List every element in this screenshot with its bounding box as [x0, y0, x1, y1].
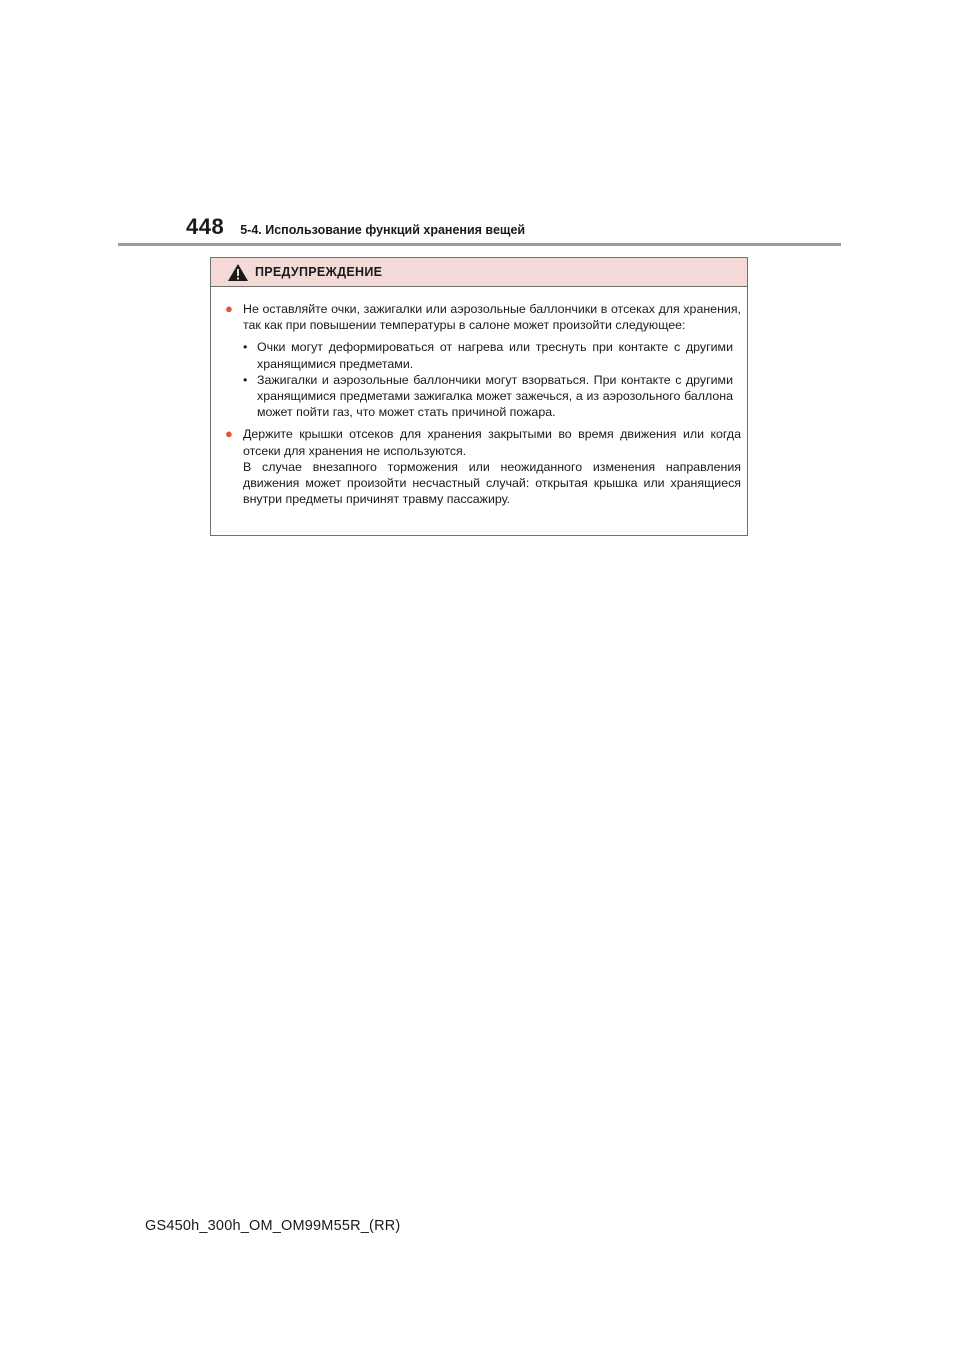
bullet-dot-icon: • [243, 340, 248, 355]
warning-item-text: Держите крышки отсеков для хранения закрытыми во время движения или когда отсеки для хранения не используются. [243, 427, 741, 458]
manual-code: GS450h_300h_OM_OM99M55R_(RR) [145, 1218, 401, 1234]
warning-body [211, 287, 747, 507]
warning-item-text: Не оставляйте очки, зажигалки или аэрозольные баллончики в отсеках для хранения, так как при повышении температуры в салоне может произойти следующее: [243, 302, 741, 333]
warning-header [211, 258, 747, 287]
warning-box [210, 257, 748, 536]
warning-item-text: В случае внезапного торможения или неожиданного изменения направления движения может произойти несчастный случай: открытая крышка или хранящиеся внутри предметы причинят травму пассажиру. [243, 459, 741, 507]
warning-sub-item-text: Зажигалки и аэрозольные баллончики могут взорваться. При контакте с другими хранящимися предметами зажигалка может зажечься, а из аэрозольного баллона может пойти газ, что может стать причиной пожара. [257, 372, 733, 420]
page-number: 448 [186, 214, 225, 239]
warning-item [225, 426, 741, 507]
bullet-circle-icon: ● [225, 301, 233, 316]
section-title: 5-4. Использование функций хранения вещей [240, 223, 526, 237]
warning-item [225, 301, 741, 333]
warning-sub-item [243, 372, 741, 421]
warning-triangle-icon [227, 263, 249, 282]
page-header [186, 214, 525, 240]
bullet-circle-icon: ● [225, 426, 233, 442]
warning-sub-list [243, 339, 741, 420]
bullet-dot-icon: • [243, 372, 248, 387]
header-divider [118, 243, 841, 246]
warning-title: ПРЕДУПРЕЖДЕНИЕ [255, 265, 383, 279]
warning-sub-item-text: Очки могут деформироваться от нагрева или треснуть при контакте с другими хранящимися предметами. [257, 340, 733, 371]
warning-sub-item [243, 339, 741, 371]
